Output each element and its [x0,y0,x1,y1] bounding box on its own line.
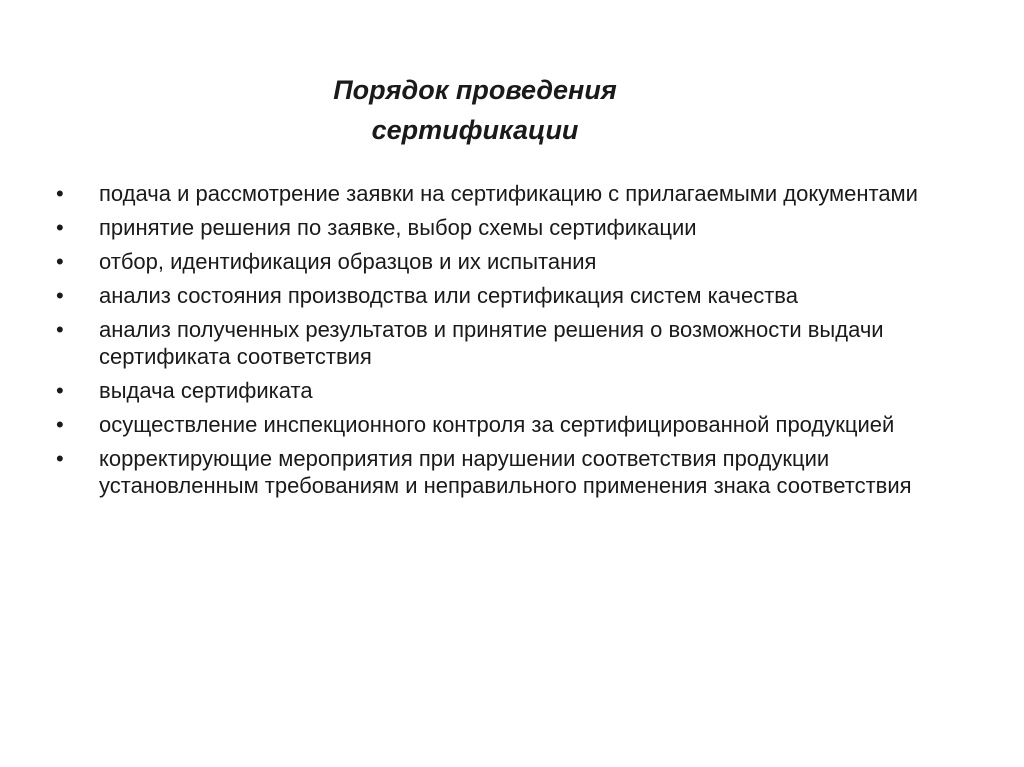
bullet-list [56,180,976,506]
bullet-item [56,282,976,309]
bullet-item [56,445,976,499]
bullet-point-icon: • [56,249,64,274]
bullet-point-icon: • [56,317,64,342]
slide-title-line: сертификации [371,115,579,145]
bullet-text: принятие решения по заявке, выбор схемы сертификации [99,215,697,240]
bullet-point-icon: • [56,181,64,206]
bullet-item [56,411,976,438]
bullet-point-icon: • [56,378,64,403]
bullet-item [56,180,976,207]
bullet-text: отбор, идентификация образцов и их испытания [99,249,597,274]
bullet-point-icon: • [56,283,64,308]
slide-title-line: Порядок проведения [333,75,617,105]
bullet-text: осуществление инспекционного контроля за сертифицированной продукцией [99,412,895,437]
bullet-item [56,214,976,241]
bullet-text: анализ полученных результатов и принятие решения о возможности выдачи сертификата соответствия [99,317,884,369]
bullet-item [56,248,976,275]
bullet-text: подача и рассмотрение заявки на сертификацию с прилагаемыми документами [99,181,918,206]
bullet-point-icon: • [56,215,64,240]
bullet-text: корректирующие мероприятия при нарушении соответствия продукции установленным требованиям и неправильного применения знака соответствия [99,446,912,498]
bullet-item [56,377,976,404]
bullet-text: выдача сертификата [99,378,313,403]
bullet-point-icon: • [56,446,64,471]
bullet-item [56,316,976,370]
bullet-text: анализ состояния производства или сертификация систем качества [99,283,798,308]
slide-title [250,70,700,150]
bullet-point-icon: • [56,412,64,437]
